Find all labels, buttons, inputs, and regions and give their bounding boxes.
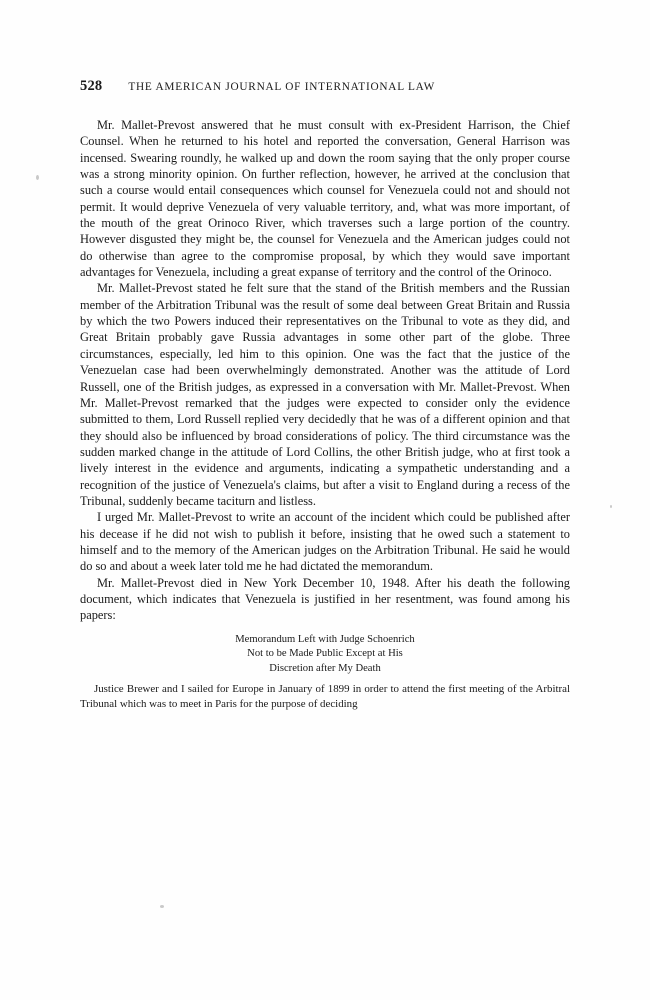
memorandum-heading (80, 633, 570, 677)
memorandum-heading-line-1: Memorandum Left with Judge Schoenrich (235, 633, 415, 645)
paragraph: Mr. Mallet-Prevost died in New York December 10, 1948. After his death the following document, which indicates that Venezuela is justified in her resentment, was found among his papers: (80, 575, 570, 623)
body-text (80, 117, 570, 624)
paragraph: Mr. Mallet-Prevost answered that he must consult with ex-President Harrison, the Chief Counsel. When he returned to his hotel and reported the conversation, General Harrison was incensed. Swearing roundly, he walked up and down the room saying that the only proper course was a strong minority opinion. On further reflection, however, he arrived at the conclusion that such a course would entail consequences which counsel for Venezuela could not and should not permit. It would deprive Venezuela of very valuable territory, and, what was more important, of the mouth of the great Orinoco River, which traverses such a large portion of the country. However disgusted they might be, the counsel for Venezuela and the American judges could not do otherwise than agree to the compromise proposal, by which they would save important advantages for Venezuela, including a great expanse of territory and the control of the Orinoco. (80, 118, 570, 280)
paragraph: I urged Mr. Mallet-Prevost to write an account of the incident which could be published after his decease if he did not wish to publish it before, insisting that he owed such a statement to himself and to the memory of the American judges on the Arbitration Tribunal. He said he would do so and about a week later told me he had dictated the memorandum. (80, 510, 570, 574)
paragraph: Mr. Mallet-Prevost stated he felt sure that the stand of the British members and the Russian member of the Arbitration Tribunal was the result of some deal between Great Britain and Russia by which the two Powers induced their representatives on the Tribunal to vote as they did, and Great Britain probably gave Russia advantages in some other part of the globe. Three circumstances, especially, led him to this opinion. One was the fact that the justice of the Venezuelan case had been overwhelmingly demonstrated. Another was the attitude of Lord Russell, one of the British judges, as expressed in a conversation with Mr. Mallet-Prevost. When Mr. Mallet-Prevost remarked that the judges were expected to consider only the evidence submitted to them, Lord Russell replied very decidedly that he was of a different opinion and that they should also be influenced by broad considerations of policy. The third circumstance was the sudden marked change in the attitude of Lord Collins, the other British judge, who at first took a lively interest in the evidence and arguments, indicating a sympathetic understanding and a recognition of the justice of Venezuela's claims, but after a visit to England during a recess of the Tribunal, suddenly became taciturn and listless. (80, 281, 570, 508)
memorandum-heading-line-3: Discretion after My Death (269, 662, 381, 674)
paragraph: Justice Brewer and I sailed for Europe in January of 1899 in order to attend the first meeting of the Arbitral Tribunal which was to meet in Paris for the purpose of deciding (80, 683, 570, 711)
page-header (80, 78, 570, 95)
paper-speck (610, 505, 612, 508)
running-head: THE AMERICAN JOURNAL OF INTERNATIONAL LAW (128, 81, 436, 93)
paper-speck (160, 905, 164, 908)
memorandum-heading-line-2: Not to be Made Public Except at His (247, 648, 403, 660)
paper-speck (36, 175, 39, 180)
page-number: 528 (80, 78, 103, 94)
memorandum-body (80, 682, 570, 712)
